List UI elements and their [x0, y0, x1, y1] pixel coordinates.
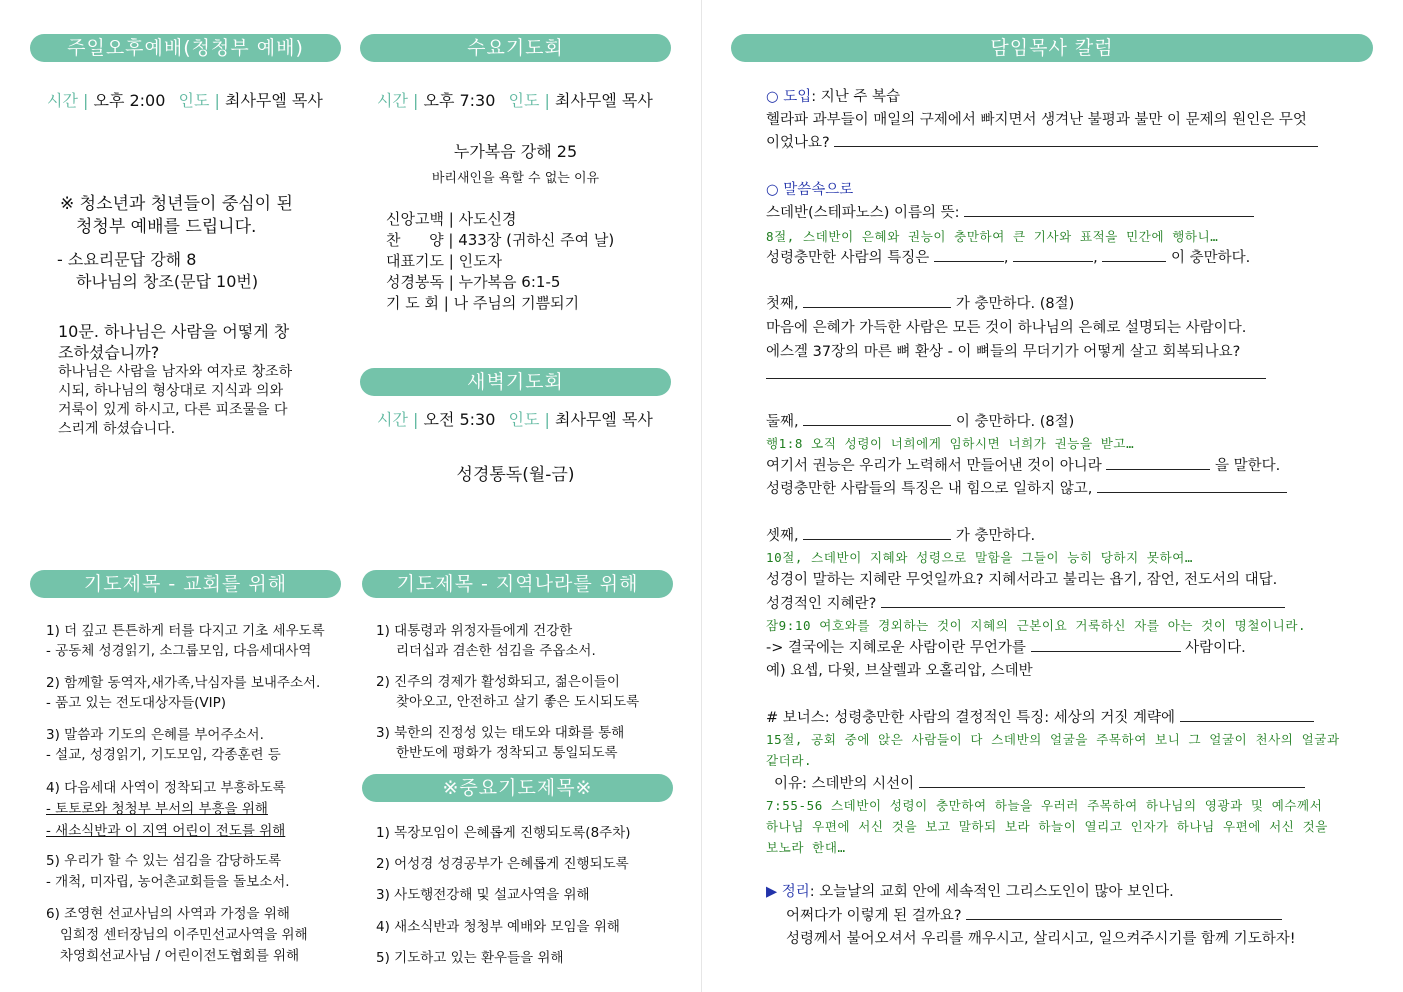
answer-blank	[803, 525, 951, 540]
traits-line: 성령충만한 사람의 특징은 , , 이 충만하다.	[766, 246, 1250, 267]
pastor-column-header: 담임목사 칼럼	[731, 34, 1373, 62]
summary-heading	[766, 880, 1174, 901]
time-label: 시간 |	[377, 410, 419, 429]
sermon-title: 누가복음 강해 25	[453, 142, 578, 161]
second-line-2-text: 여기서 권능은 우리가 노력해서 만들어낸 것이 아니라	[766, 458, 1102, 474]
answer-blank	[881, 593, 1285, 608]
list-item: 5) 우리가 할 수 있는 섬김을 감당하도록	[46, 853, 282, 869]
answer-blank	[919, 773, 1305, 788]
answer-blank	[964, 202, 1254, 217]
answer-blank	[1102, 247, 1166, 262]
first-line-2: 마음에 은혜가 가득한 사람은 모든 것이 하나님의 은혜로 설명되는 사람이다.	[766, 320, 1247, 336]
list-item: 4) 새소식반과 청청부 예배와 모임을 위해	[376, 919, 620, 935]
summary-question: 어쩌다가 이렇게 된 걸까요?	[786, 908, 962, 924]
intro-line-1: 헬라파 과부들이 매일의 구제에서 빠지면서 생겨난 불평과 불만 이 문제의 원인은 무엇	[766, 112, 1307, 128]
sunday-note-line1: ※ 청소년과 청년들이 중심이 된	[60, 194, 293, 214]
answer-blank	[1013, 247, 1093, 262]
list-item: 1) 더 깊고 튼튼하게 터를 다지고 기초 세우도록	[46, 623, 325, 639]
important-prayer-header: ※중요기도제목※	[362, 774, 673, 802]
list-item: 1) 목장모임이 은혜롭게 진행되도록(8주차)	[376, 825, 631, 841]
summary-text: : 오늘날의 교회 안에 세속적인 그리스도인이 많아 보인다.	[809, 884, 1174, 900]
answer-blank	[934, 247, 1004, 262]
list-item: - 설교, 성경읽기, 기도모임, 각종훈련 등	[46, 747, 281, 763]
third-line-3	[766, 592, 1285, 613]
summary-line-2	[786, 904, 1282, 925]
list-item: 리더십과 겸손한 섬김을 주옵소서.	[396, 643, 596, 659]
leader-value: 최사무엘 목사	[555, 91, 653, 110]
summary-label: ▶ 정리	[766, 884, 810, 900]
traits-label: 성령충만한 사람의 특징은	[766, 250, 930, 266]
sermon-subtitle: 바리새인을 욕할 수 없는 이유	[431, 171, 600, 186]
order-value: 인도자	[458, 252, 503, 270]
list-item: 6) 조영현 선교사님의 사역과 가정을 위해	[46, 906, 290, 922]
third-suffix: 가 충만하다.	[955, 528, 1036, 544]
verse-proverbs-9-10: 잠9:10 여호와를 경외하는 것이 지혜의 근본이요 거룩하신 자를 아는 것이 명철이니라.	[766, 618, 1307, 633]
time-label: 시간 |	[377, 91, 419, 110]
second-line-2	[766, 454, 1280, 475]
third-line-4-suffix: 사람이다.	[1185, 640, 1246, 656]
catechism-answer-2: 시되, 하나님의 형상대로 지식과 의와	[58, 383, 284, 399]
order-value: 433장 (귀하신 주여 날)	[458, 231, 615, 249]
list-item: 한반도에 평화가 정착되고 통일되도록	[396, 745, 618, 761]
catechism-question-2: 조하셨습니까?	[58, 343, 160, 362]
second-line-2-suffix: 을 말한다.	[1215, 458, 1281, 474]
bonus-line	[766, 706, 1314, 727]
prayer-church-header: 기도제목 - 교회를 위해	[30, 570, 341, 598]
order-key: 기 도 회 |	[386, 294, 449, 312]
second-line-3-text: 성령충만한 사람들의 특징은 내 힘으로 일하지 않고,	[766, 481, 1093, 497]
third-line-3-text: 성경적인 지혜란?	[766, 596, 877, 612]
second-point	[766, 410, 1074, 431]
third-line-4	[766, 636, 1246, 657]
third-point	[766, 524, 1035, 545]
answer-blank	[1180, 707, 1314, 722]
intro-subtitle: : 지난 주 복습	[811, 89, 901, 105]
catechism-question-1: 10문. 하나님은 사람을 어떻게 창	[58, 322, 290, 341]
order-row	[386, 251, 614, 272]
answer-blank	[1106, 455, 1210, 470]
answer-blank	[1097, 478, 1287, 493]
answer-blank	[966, 905, 1282, 920]
answer-blank	[803, 293, 951, 308]
leader-value: 최사무엘 목사	[225, 91, 323, 110]
intro-question: 이었나요?	[766, 135, 830, 151]
list-item: - 품고 있는 전도대상자들(VIP)	[46, 695, 227, 711]
catechism-answer-1: 하나님은 사람을 남자와 여자로 창조하	[58, 364, 293, 380]
name-meaning-label: 스데반(스테파노스) 이름의 뜻:	[766, 205, 960, 221]
answer-blank	[803, 411, 951, 426]
time-label: 시간 |	[47, 91, 89, 110]
prayer-nation-header: 기도제목 - 지역나라를 위해	[362, 570, 673, 598]
summary-line-3: 성령께서 불어오셔서 우리를 깨우시고, 살리시고, 일으켜주시기를 함께 기도하자!	[786, 931, 1296, 947]
word-heading: ○ 말씀속으로	[766, 182, 854, 198]
sunday-note-line2: 청청부 예배를 드립니다.	[76, 217, 257, 237]
bonus-text: # 보너스: 성령충만한 사람의 결정적인 특징: 세상의 거짓 계략에	[766, 710, 1175, 726]
page-divider	[701, 0, 702, 992]
order-value: 나 주님의 기쁨되기	[453, 294, 580, 312]
intro-line-2	[766, 131, 1318, 152]
order-row	[386, 209, 614, 230]
list-item: 차영희선교사님 / 어린이전도협회를 위해	[60, 948, 300, 964]
list-item: 찾아오고, 안전하고 살기 좋은 도시되도록	[396, 694, 640, 710]
list-item: - 토토로와 청청부 부서의 부흥을 위해	[46, 801, 268, 817]
first-label: 첫째,	[766, 296, 799, 312]
list-item: 임희정 센터장님의 이주민선교사역을 위해	[60, 927, 308, 943]
list-item: 5) 기도하고 있는 환우들을 위해	[376, 950, 564, 966]
answer-blank	[834, 132, 1318, 147]
order-row	[386, 272, 614, 293]
list-item: 4) 다음세대 사역이 정착되고 부흥하도록	[46, 780, 286, 796]
order-key: 성경봉독 |	[386, 273, 454, 291]
dawn-prayer-header: 새벽기도회	[360, 368, 671, 396]
intro-label: ○ 도입	[766, 89, 812, 105]
leader-value: 최사무엘 목사	[555, 410, 653, 429]
third-label: 셋째,	[766, 528, 799, 544]
order-key: 대표기도 |	[386, 252, 454, 270]
intro-heading	[766, 85, 900, 106]
time-value: 오후 7:30	[423, 91, 496, 110]
wednesday-time-row	[377, 88, 653, 111]
bible-reading: 성경통독(월-금)	[456, 465, 575, 485]
leader-label: 인도 |	[178, 91, 220, 110]
verse-8: 8절, 스데반이 은혜와 권능이 충만하여 큰 기사와 표적을 민간에 행하니…	[766, 229, 1219, 244]
catechism-topic: 하나님의 창조(문답 10번)	[76, 272, 259, 291]
list-item: 2) 어성경 성경공부가 은혜롭게 진행되도록	[376, 856, 629, 872]
third-line-4-text: -> 결국에는 지혜로운 사람이란 무언가를	[766, 640, 1026, 656]
verse-acts-1-8: 행1:8 오직 성령이 너희에게 임하시면 너희가 권능을 받고…	[766, 436, 1135, 451]
reason-line	[774, 772, 1305, 793]
list-item: - 공동체 성경읽기, 소그룹모임, 다음세대사역	[46, 643, 312, 659]
catechism-answer-3: 거룩이 있게 하시고, 다른 피조물을 다	[58, 402, 288, 418]
leader-label: 인도 |	[508, 410, 550, 429]
answer-blank	[766, 378, 1266, 379]
second-suffix: 이 충만하다. (8절)	[955, 414, 1075, 430]
verse-15: 15절, 공회 중에 앉은 사람들이 다 스데반의 얼굴을 주목하여 보니 그 얼굴이 천사의 얼굴과 같더라.	[766, 732, 1340, 768]
verse-10: 10절, 스데반이 지혜와 성령으로 말함을 그들이 능히 당하지 못하여…	[766, 550, 1194, 565]
list-item: 2) 함께할 동역자,새가족,낙심자를 보내주소서.	[46, 675, 321, 691]
verse-7-55: 7:55-56 스데반이 성령이 충만하여 하늘을 우러러 주목하여 하나님의 영광과 및 예수께서 하나님 우편에 서신 것을 보고 말하되 보라 하늘이 열리고 인자가 하나님 우편에 서신 것을 보노라 한대…	[766, 798, 1328, 855]
answer-blank	[1031, 637, 1181, 652]
catechism-lesson: - 소요리문답 강해 8	[57, 250, 197, 269]
list-item: - 새소식반과 이 지역 어린이 전도를 위해	[46, 823, 286, 839]
third-line-5: 예) 요셉, 다윗, 브살렐과 오홀리압, 스데반	[766, 663, 1033, 679]
worship-order	[386, 209, 614, 314]
second-label: 둘째,	[766, 414, 799, 430]
list-item: 1) 대통령과 위정자들에게 건강한	[376, 623, 573, 639]
list-item: 3) 말씀과 기도의 은혜를 부어주소서.	[46, 727, 264, 743]
list-item: - 개척, 미자립, 농어촌교회들을 돌보소서.	[46, 874, 290, 890]
sunday-service-header: 주일오후예배(청청부 예배)	[30, 34, 341, 62]
list-item: 3) 사도행전강해 및 설교사역을 위해	[376, 887, 590, 903]
order-row	[386, 230, 614, 251]
catechism-answer-4: 스리게 하셨습니다.	[58, 421, 176, 437]
first-suffix: 가 충만하다. (8절)	[955, 296, 1075, 312]
time-value: 오전 5:30	[423, 410, 496, 429]
order-key: 신앙고백 |	[386, 210, 454, 228]
third-line-2: 성경이 말하는 지혜란 무엇일까요? 지혜서라고 불리는 욥기, 잠언, 전도서의 대답.	[766, 572, 1278, 588]
list-item: 3) 북한의 진정성 있는 태도와 대화를 통해	[376, 725, 625, 741]
dawn-time-row	[377, 407, 653, 430]
first-point	[766, 292, 1074, 313]
second-line-3	[766, 477, 1287, 498]
traits-suffix: 이 충만하다.	[1170, 250, 1251, 266]
order-value: 누가복음 6:1-5	[458, 273, 561, 291]
reason-text: 이유: 스데반의 시선이	[774, 776, 915, 792]
first-line-3: 에스겔 37장의 마른 뼈 환상 - 이 뼈들의 무더기가 어떻게 살고 회복되나요?	[766, 344, 1241, 360]
sunday-time-row	[47, 88, 323, 111]
order-row	[386, 293, 614, 314]
order-value: 사도신경	[458, 210, 517, 228]
order-key: 찬 양 |	[386, 231, 454, 249]
list-item: 2) 진주의 경제가 활성화되고, 젊은이들이	[376, 674, 620, 690]
leader-label: 인도 |	[508, 91, 550, 110]
time-value: 오후 2:00	[93, 91, 166, 110]
name-meaning-line	[766, 201, 1254, 222]
wednesday-prayer-header: 수요기도회	[360, 34, 671, 62]
